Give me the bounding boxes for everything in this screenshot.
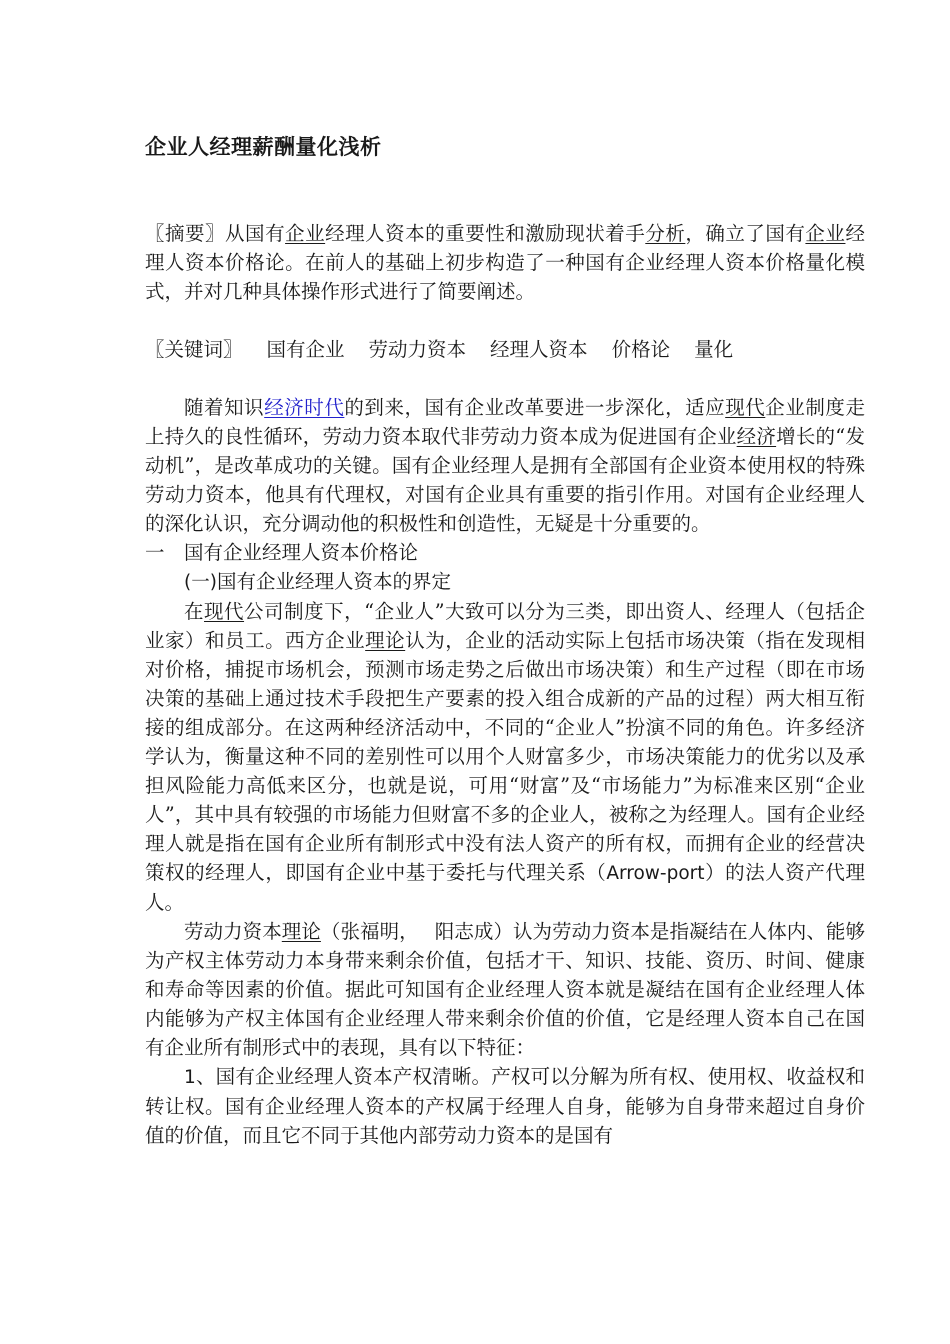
subsection-number: (一)	[184, 572, 217, 593]
abstract-text: 经理人资本价格论。在前人的基础上初步构造了一种国有企业经理人资本价格量化模式，并对几种具体操作形式进行了简要阐述。	[145, 222, 865, 303]
subsection-title: 国有企业经理人资本的界定	[216, 570, 451, 593]
feature-number: 1	[184, 1067, 196, 1088]
paragraph-text: 在	[184, 600, 205, 623]
paragraph-text: 随着知识	[184, 396, 265, 419]
paragraph-text: （张福明， 阳志成）认为劳动力资本是指凝结在人体内、能够为产权主体劳动力本身带来剩余价值，包括才干、知识、技能、资历、时间、健康和寿命等因素的价值。据此可知国有企业经理人资本就是凝结在国有企业经理人体内能够为产权主体国有企业经理人带来剩余价值的价值，它是经理人资本自己在国有企业所有制形式中的表现，具有以下特征：	[145, 920, 865, 1059]
document-body	[145, 219, 865, 1150]
underlined-term: 经济	[736, 425, 777, 448]
paragraph-text: 、国有企业经理人资本产权清晰。产权可以分解为所有权、使用权、收益权和转让权。国有企业经理人资本的产权属于经理人自身，能够为自身带来超过自身价值的价值，而且它不同于其他内部劳动力资本的是国有	[145, 1065, 865, 1147]
paragraph-text: 增长的“发动机”，是改革成功的关键。国有企业经理人是拥有全部国有企业资本使用权的特殊劳动力资本，他具有代理权，对国有企业具有重要的指引作用。对国有企业经理人的深化认识，充分调动他的积极性和创造性，无疑是十分重要的。	[145, 425, 865, 535]
abstract-underlined-term: 企业	[285, 222, 326, 245]
paragraph-text: 的到来，国有企业改革要进一步深化，适应	[344, 396, 726, 419]
abstract-text: 〖摘要〗从国有	[145, 222, 286, 245]
theory-paragraph	[145, 917, 865, 1062]
keyword: 价格论	[611, 338, 671, 361]
latin-term: Arrow-port	[606, 863, 705, 884]
spacer	[145, 306, 865, 335]
document-title: 企业人经理薪酬量化浅析	[145, 135, 382, 159]
keyword: 量化	[694, 338, 734, 361]
keywords-label: 〖关键词〗	[145, 338, 243, 361]
intro-paragraph	[145, 393, 865, 538]
subsection-heading	[145, 567, 865, 597]
keyword: 劳动力资本	[368, 338, 467, 361]
abstract-underlined-term: 分析	[645, 222, 686, 245]
underlined-term: 理论	[365, 629, 406, 652]
keyword: 国有企业	[266, 338, 345, 361]
paragraph-text: 企业制度走上持久的良性循环，劳动力资本取代非劳动力资本成为促进国有企业	[145, 396, 865, 448]
section-heading: 一 国有企业经理人资本价格论	[145, 541, 419, 564]
underlined-term: 现代	[204, 600, 245, 623]
keywords-line	[145, 335, 865, 364]
abstract-paragraph	[145, 219, 865, 306]
definition-paragraph	[145, 597, 865, 917]
feature-paragraph	[145, 1062, 865, 1150]
underlined-term: 理论	[281, 920, 321, 943]
paragraph-text: ）的法人资产代理人。	[145, 861, 865, 914]
underlined-term: 现代	[725, 396, 766, 419]
abstract-text: 经理人资本的重要性和激励现状着手	[325, 222, 646, 245]
paragraph-text: 劳动力资本	[184, 920, 282, 943]
keyword: 经理人资本	[490, 338, 588, 361]
abstract-text: ，确立了国有	[685, 222, 806, 245]
paragraph-text: 公司制度下，“企业人”大致可以分为三类，即出资人、经理人（包括企业家）和员工。西方企业	[145, 600, 865, 652]
knowledge-economy-link[interactable]: 经济时代	[264, 396, 345, 419]
spacer	[145, 364, 865, 393]
abstract-underlined-term: 企业	[805, 222, 846, 245]
paragraph-text: 认为，企业的活动实际上包括市场决策（指在发现相对价格，捕捉市场机会，预测市场走势之后做出市场决策）和生产过程（即在市场决策的基础上通过技术手段把生产要素的投入组合成新的产品的过程）两大相互衔接的组成部分。在这两种经济活动中，不同的“企业人”扮演不同的角色。许多经济学认为，衡量这种不同的差别性可以用个人财富多少，市场决策能力的优劣以及承担风险能力高低来区分，也就是说，可用“财富”及“市场能力”为标准来区别“企业人”，其中具有较强的市场能力但财富不多的企业人，被称之为经理人。国有企业经理人就是指在国有企业所有制形式中没有法人资产的所有权，而拥有企业的经营决策权的经理人，即国有企业中基于委托与代理关系（	[145, 629, 865, 884]
